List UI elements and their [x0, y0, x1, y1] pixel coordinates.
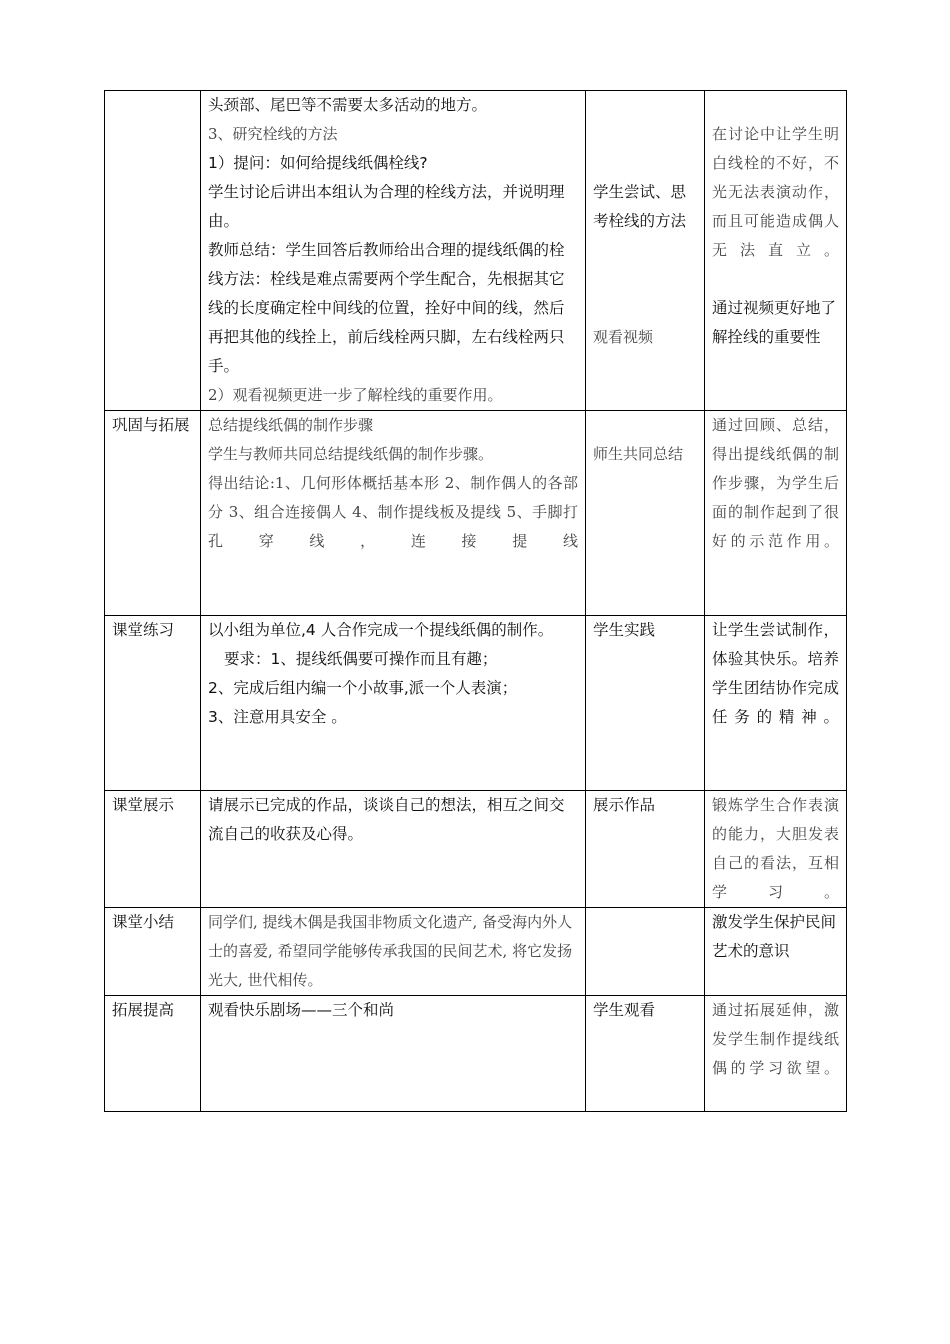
- content-line: 3、注意用具安全 。: [208, 708, 347, 726]
- table-row: [105, 908, 847, 996]
- section-cell: 课堂小结: [105, 908, 201, 996]
- section-cell: 课堂展示: [105, 791, 201, 908]
- activity-cell: [586, 908, 705, 996]
- intent-text: 激发学生保护民间艺术的意识: [712, 913, 837, 960]
- section-cell: [105, 91, 201, 411]
- content-line: 2、完成后组内编一个小故事,派一个人表演；: [208, 679, 518, 697]
- activity-text: 学生观看: [593, 1001, 656, 1019]
- intent-text: 通过拓展延伸，激发学生制作提线纸偶的学习欲望。: [712, 1001, 839, 1077]
- content-cell: [201, 411, 586, 616]
- table-row: [105, 411, 847, 616]
- content-cell: [201, 91, 586, 411]
- content-line: 2）观看视频更进一步了解栓线的重要作用。: [208, 386, 503, 404]
- intent-cell: [705, 616, 847, 791]
- table-row: [105, 791, 847, 908]
- intent-cell: [705, 411, 847, 616]
- intent-cell: [705, 791, 847, 908]
- table-row: [105, 91, 847, 411]
- intent-text: 通过视频更好地了解拴线的重要性: [712, 299, 837, 346]
- content-line: 同学们, 提线木偶是我国非物质文化遗产, 备受海内外人士的喜爱, 希望同学能够传承我国的民间艺术, 将它发扬光大, 世代相传。: [208, 913, 573, 989]
- activity-cell: [586, 616, 705, 791]
- activity-cell: [586, 791, 705, 908]
- content-cell: [201, 996, 586, 1112]
- content-line: 教师总结：学生回答后教师给出合理的提线纸偶的栓线方法：栓线是难点需要两个学生配合，先根据其它线的长度确定栓中间线的位置，拴好中间的线，然后再把其他的线拴上，前后线栓两只脚，左右线栓两只手。: [208, 241, 565, 375]
- intent-cell: [705, 91, 847, 411]
- section-cell: 课堂练习: [105, 616, 201, 791]
- intent-text: 让学生尝试制作，体验其快乐。培养学生团结协作完成任务的精神。: [712, 621, 839, 726]
- table-row: [105, 616, 847, 791]
- activity-text: 展示作品: [593, 796, 656, 814]
- activity-cell: [586, 411, 705, 616]
- lesson-plan-table: [104, 90, 847, 1112]
- activity-cell: [586, 91, 705, 411]
- content-line: 1）提问：如何给提线纸偶栓线?: [208, 154, 428, 172]
- activity-text: 师生共同总结: [593, 445, 684, 463]
- content-cell: [201, 908, 586, 996]
- content-line: 头颈部、尾巴等不需要太多活动的地方。: [208, 96, 488, 114]
- content-cell: [201, 791, 586, 908]
- intent-text: 通过回顾、总结，得出提线纸偶的制作步骤，为学生后面的制作起到了很好的示范作用。: [712, 416, 839, 550]
- content-line: 观看快乐剧场——三个和尚: [208, 1001, 395, 1019]
- content-line: 3、研究栓线的方法: [208, 125, 338, 143]
- section-cell: 巩固与拓展: [105, 411, 201, 616]
- intent-cell: [705, 908, 847, 996]
- content-line: 要求：1、提线纸偶要可操作而且有趣；: [224, 650, 498, 668]
- content-line: 请展示已完成的作品，谈谈自己的想法，相互之间交流自己的收获及心得。: [208, 796, 565, 843]
- content-line: 学生与教师共同总结提线纸偶的制作步骤。: [208, 445, 494, 463]
- intent-text: 锻炼学生合作表演的能力，大胆发表自己的看法，互相学习。: [712, 796, 839, 901]
- content-line: 得出结论:1、几何形体概括基本形 2、制作偶人的各部分 3、组合连接偶人 4、制作提线板及提线 5、手脚打孔穿线，连接提线: [208, 474, 578, 550]
- section-cell: 拓展提高: [105, 996, 201, 1112]
- activity-cell: [586, 996, 705, 1112]
- intent-cell: [705, 996, 847, 1112]
- content-line: 以小组为单位,4 人合作完成一个提线纸偶的制作。: [208, 621, 554, 639]
- intent-text: 在讨论中让学生明白线栓的不好，不光无法表演动作，而且可能造成偶人无法直立。: [712, 125, 839, 259]
- content-cell: [201, 616, 586, 791]
- activity-text: 观看视频: [593, 328, 654, 346]
- activity-text: 学生实践: [593, 621, 656, 639]
- table-row: [105, 996, 847, 1112]
- content-line: 总结提线纸偶的制作步骤: [208, 416, 374, 434]
- content-line: 学生讨论后讲出本组认为合理的栓线方法，并说明理由。: [208, 183, 565, 230]
- activity-text: 学生尝试、思考栓线的方法: [593, 183, 687, 230]
